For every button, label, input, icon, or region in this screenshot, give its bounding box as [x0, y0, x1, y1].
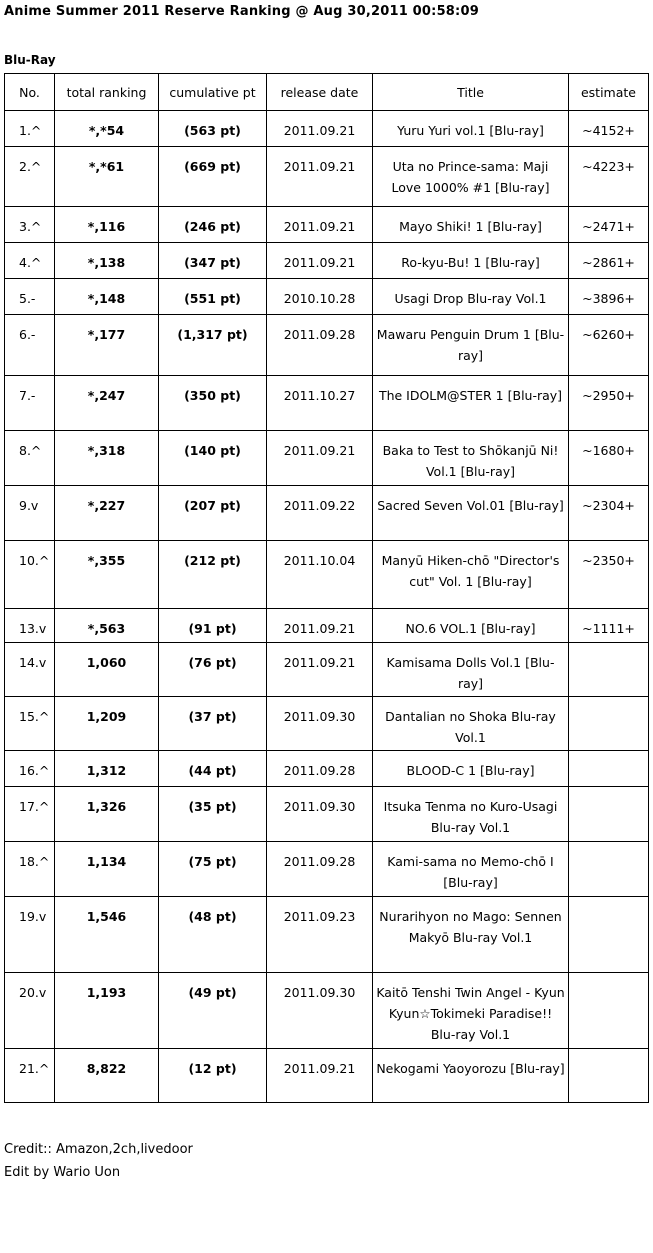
cell-estimate: ~2350+: [569, 541, 649, 609]
cell-total-ranking: *,116: [55, 207, 159, 243]
cell-no: 9.v: [5, 486, 55, 541]
cell-cumulative-pt: (91 pt): [159, 609, 267, 643]
cell-title: NO.6 VOL.1 [Blu-ray]: [373, 609, 569, 643]
cell-total-ranking: *,227: [55, 486, 159, 541]
cell-cumulative-pt: (75 pt): [159, 842, 267, 897]
table-row: [5, 697, 649, 751]
cell-no: 21.^: [5, 1049, 55, 1103]
cell-estimate: [569, 1049, 649, 1103]
cell-no: 15.^: [5, 697, 55, 751]
cell-cumulative-pt: (207 pt): [159, 486, 267, 541]
cell-release-date: 2011.09.28: [267, 751, 373, 787]
cell-no: 13.v: [5, 609, 55, 643]
cell-no: 7.-: [5, 376, 55, 431]
cell-estimate: ~2861+: [569, 243, 649, 279]
cell-estimate: [569, 697, 649, 751]
cell-estimate: ~2950+: [569, 376, 649, 431]
cell-title: Itsuka Tenma no Kuro-Usagi Blu-ray Vol.1: [373, 787, 569, 842]
cell-total-ranking: *,177: [55, 315, 159, 376]
cell-cumulative-pt: (48 pt): [159, 897, 267, 973]
table-row: [5, 147, 649, 207]
table-row: [5, 111, 649, 147]
table-header-row: [5, 74, 649, 111]
cell-release-date: 2011.09.21: [267, 147, 373, 207]
table-row: [5, 376, 649, 431]
cell-total-ranking: 1,193: [55, 973, 159, 1049]
cell-release-date: 2011.09.21: [267, 243, 373, 279]
cell-release-date: 2011.09.28: [267, 315, 373, 376]
cell-total-ranking: *,318: [55, 431, 159, 486]
cell-release-date: 2011.09.21: [267, 643, 373, 697]
cell-estimate: [569, 751, 649, 787]
table-row: [5, 486, 649, 541]
cell-title: Uta no Prince-sama: Maji Love 1000% #1 [Blu-ray]: [373, 147, 569, 207]
cell-title: Sacred Seven Vol.01 [Blu-ray]: [373, 486, 569, 541]
cell-cumulative-pt: (35 pt): [159, 787, 267, 842]
cell-cumulative-pt: (140 pt): [159, 431, 267, 486]
cell-total-ranking: 1,326: [55, 787, 159, 842]
header-estimate: estimate: [569, 74, 649, 111]
cell-no: 1.^: [5, 111, 55, 147]
cell-estimate: ~6260+: [569, 315, 649, 376]
cell-cumulative-pt: (212 pt): [159, 541, 267, 609]
edit-line: Edit by Wario Uon: [4, 1165, 121, 1180]
table-row: [5, 751, 649, 787]
cell-total-ranking: 1,134: [55, 842, 159, 897]
table-row: [5, 315, 649, 376]
cell-estimate: [569, 897, 649, 973]
cell-release-date: 2011.10.27: [267, 376, 373, 431]
cell-estimate: [569, 842, 649, 897]
cell-release-date: 2011.09.30: [267, 973, 373, 1049]
cell-release-date: 2010.10.28: [267, 279, 373, 315]
cell-title: Baka to Test to Shōkanjū Ni! Vol.1 [Blu-ray]: [373, 431, 569, 486]
cell-title: Manyū Hiken-chō "Director's cut" Vol. 1 [Blu-ray]: [373, 541, 569, 609]
table-row: [5, 609, 649, 643]
cell-no: 20.v: [5, 973, 55, 1049]
cell-cumulative-pt: (49 pt): [159, 973, 267, 1049]
cell-cumulative-pt: (551 pt): [159, 279, 267, 315]
cell-total-ranking: *,148: [55, 279, 159, 315]
cell-title: Kamisama Dolls Vol.1 [Blu-ray]: [373, 643, 569, 697]
cell-cumulative-pt: (12 pt): [159, 1049, 267, 1103]
cell-no: 8.^: [5, 431, 55, 486]
cell-title: Kaitō Tenshi Twin Angel - Kyun Kyun☆Tokimeki Paradise!! Blu-ray Vol.1: [373, 973, 569, 1049]
cell-total-ranking: 1,546: [55, 897, 159, 973]
cell-cumulative-pt: (37 pt): [159, 697, 267, 751]
cell-no: 2.^: [5, 147, 55, 207]
cell-title: BLOOD-C 1 [Blu-ray]: [373, 751, 569, 787]
cell-release-date: 2011.09.21: [267, 431, 373, 486]
cell-title: Usagi Drop Blu-ray Vol.1: [373, 279, 569, 315]
cell-cumulative-pt: (44 pt): [159, 751, 267, 787]
cell-no: 14.v: [5, 643, 55, 697]
cell-release-date: 2011.09.23: [267, 897, 373, 973]
cell-title: Ro-kyu-Bu! 1 [Blu-ray]: [373, 243, 569, 279]
cell-no: 6.-: [5, 315, 55, 376]
section-label: Blu-Ray: [4, 53, 56, 67]
table-row: [5, 842, 649, 897]
cell-total-ranking: 1,312: [55, 751, 159, 787]
cell-title: Nekogami Yaoyorozu [Blu-ray]: [373, 1049, 569, 1103]
cell-title: Dantalian no Shoka Blu-ray Vol.1: [373, 697, 569, 751]
page-title: Anime Summer 2011 Reserve Ranking @ Aug 30,2011 00:58:09: [4, 4, 479, 19]
cell-total-ranking: *,563: [55, 609, 159, 643]
cell-no: 4.^: [5, 243, 55, 279]
cell-release-date: 2011.09.21: [267, 111, 373, 147]
header-no: No.: [5, 74, 55, 111]
table-row: [5, 1049, 649, 1103]
cell-total-ranking: 1,209: [55, 697, 159, 751]
header-release-date: release date: [267, 74, 373, 111]
cell-estimate: ~2304+: [569, 486, 649, 541]
cell-total-ranking: 1,060: [55, 643, 159, 697]
cell-release-date: 2011.09.30: [267, 697, 373, 751]
cell-estimate: ~4223+: [569, 147, 649, 207]
header-total-ranking: total ranking: [55, 74, 159, 111]
cell-release-date: 2011.09.21: [267, 1049, 373, 1103]
header-title: Title: [373, 74, 569, 111]
table-row: [5, 431, 649, 486]
cell-no: 16.^: [5, 751, 55, 787]
cell-release-date: 2011.09.21: [267, 207, 373, 243]
table-row: [5, 207, 649, 243]
cell-estimate: [569, 973, 649, 1049]
cell-no: 19.v: [5, 897, 55, 973]
table-row: [5, 787, 649, 842]
cell-title: Kami-sama no Memo-chō I [Blu-ray]: [373, 842, 569, 897]
table-row: [5, 243, 649, 279]
cell-estimate: [569, 787, 649, 842]
cell-release-date: 2011.09.21: [267, 609, 373, 643]
cell-estimate: ~4152+: [569, 111, 649, 147]
cell-title: Yuru Yuri vol.1 [Blu-ray]: [373, 111, 569, 147]
cell-no: 10.^: [5, 541, 55, 609]
cell-no: 17.^: [5, 787, 55, 842]
cell-total-ranking: *,138: [55, 243, 159, 279]
table-row: [5, 541, 649, 609]
credit-line: Credit:: Amazon,2ch,livedoor: [4, 1142, 193, 1157]
header-cumulative-pt: cumulative pt: [159, 74, 267, 111]
cell-cumulative-pt: (347 pt): [159, 243, 267, 279]
cell-cumulative-pt: (669 pt): [159, 147, 267, 207]
cell-estimate: ~1680+: [569, 431, 649, 486]
cell-no: 3.^: [5, 207, 55, 243]
cell-total-ranking: *,*61: [55, 147, 159, 207]
cell-no: 18.^: [5, 842, 55, 897]
cell-total-ranking: *,355: [55, 541, 159, 609]
table-row: [5, 643, 649, 697]
cell-release-date: 2011.09.30: [267, 787, 373, 842]
cell-release-date: 2011.09.22: [267, 486, 373, 541]
cell-estimate: ~1111+: [569, 609, 649, 643]
cell-total-ranking: *,*54: [55, 111, 159, 147]
cell-estimate: ~3896+: [569, 279, 649, 315]
cell-total-ranking: *,247: [55, 376, 159, 431]
cell-estimate: [569, 643, 649, 697]
cell-title: The IDOLM@STER 1 [Blu-ray]: [373, 376, 569, 431]
cell-title: Mawaru Penguin Drum 1 [Blu-ray]: [373, 315, 569, 376]
cell-title: Nurarihyon no Mago: Sennen Makyō Blu-ray Vol.1: [373, 897, 569, 973]
cell-cumulative-pt: (1,317 pt): [159, 315, 267, 376]
cell-cumulative-pt: (246 pt): [159, 207, 267, 243]
table-row: [5, 279, 649, 315]
cell-cumulative-pt: (76 pt): [159, 643, 267, 697]
cell-cumulative-pt: (563 pt): [159, 111, 267, 147]
cell-no: 5.-: [5, 279, 55, 315]
cell-release-date: 2011.10.04: [267, 541, 373, 609]
cell-cumulative-pt: (350 pt): [159, 376, 267, 431]
ranking-table: [4, 73, 649, 1103]
cell-title: Mayo Shiki! 1 [Blu-ray]: [373, 207, 569, 243]
cell-total-ranking: 8,822: [55, 1049, 159, 1103]
table-row: [5, 973, 649, 1049]
cell-estimate: ~2471+: [569, 207, 649, 243]
cell-release-date: 2011.09.28: [267, 842, 373, 897]
table-row: [5, 897, 649, 973]
